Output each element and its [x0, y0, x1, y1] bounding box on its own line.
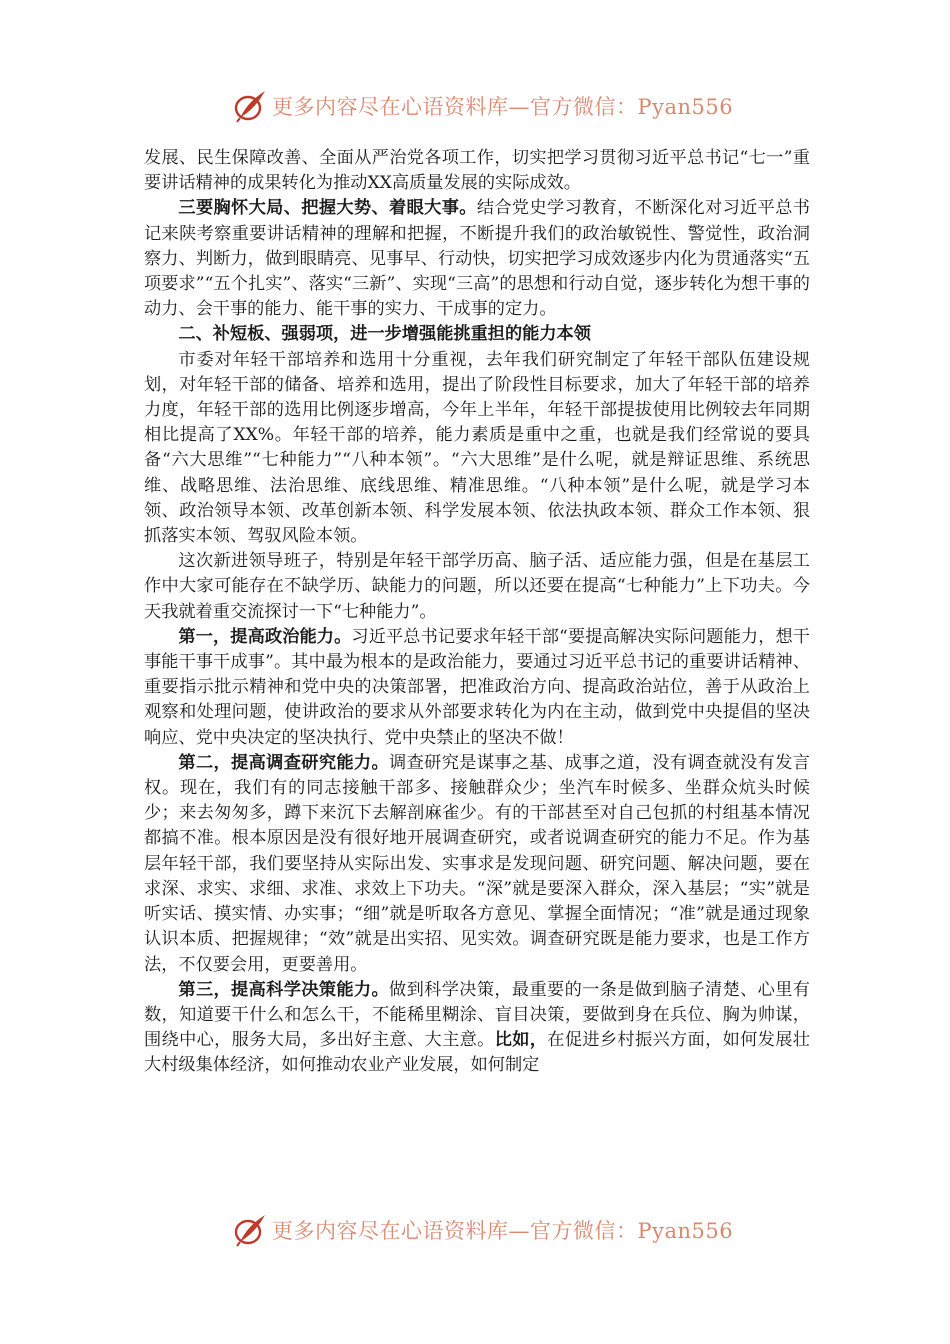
paragraph: 第二，提高调查研究能力。调查研究是谋事之基、成事之道，没有调查就没有发言权。现在，我们有的同志接触干部多、接触群众少；坐汽车时候多、坐群众炕头时候少；来去匆匆多，蹲下来沉下去解剖麻雀少。有的干部甚至对自己包抓的村组基本情况都搞不准。根本原因是没有很好地开展调查研究，或者说调查研究的能力不足。作为基层年轻干部，我们要坚持从实际出发、实事求是发现问题、研究问题、解决问题，要在求深、求实、求细、求准、求效上下功夫。“深”就是要深入群众，深入基层；“实”就是听实话、摸实情、办实事；“细”就是听取各方意见、掌握全面情况；“准”就是通过现象认识本质、把握规律；“效”就是出实招、见实效。调查研究既是能力要求，也是工作方法，不仅要会用，更要善用。: [144, 752, 810, 975]
paragraph-lead: 三要胸怀大局、把握大势、着眼大事。: [178, 198, 477, 219]
paragraph: 市委对年轻干部培养和选用十分重视，去年我们研究制定了年轻干部队伍建设规划，对年轻干部的储备、培养和选用，提出了阶段性目标要求，加大了年轻干部的培养力度，年轻干部的选用比例逐步增高，今年上半年，年轻干部提拔使用比例较去年同期相比提高了XX%。年轻干部的培养，能力素质是重中之重，也就是我们经常说的要具备“六大思维”“七种能力”“八种本领”。“六大思维”是什么呢，就是辩证思维、系统思维、战略思维、法治思维、底线思维、精准思维。“八种本领”是什么呢，就是学习本领、政治领导本领、改革创新本领、科学发展本领、依法执政本领、群众工作本领、狠抓落实本领、驾驭风险本领。: [144, 349, 810, 547]
inline-bold: 比如，: [494, 1030, 548, 1051]
watermark-text: 更多内容尽在心语资料库—官方微信：Pyan556: [272, 1219, 734, 1243]
paragraph-lead: 第三，提高科学决策能力。: [178, 979, 390, 1000]
quill-logo-icon: [232, 88, 268, 124]
section-heading: 二、补短板、强弱项，进一步增强能挑重担的能力本领: [178, 324, 591, 345]
paragraph: 第三，提高科学决策能力。做到科学决策，最重要的一条是做到脑子清楚、心里有数，知道要干什么和怎么干，不能稀里糊涂、盲目决策，要做到身在兵位、胸为帅谋，围绕中心，服务大局，多出好主意、大主意。比如，在促进乡村振兴方面，如何发展壮大村级集体经济，如何推动农业产业发展，如何制定: [144, 979, 810, 1076]
paragraph: 这次新进领导班子，特别是年轻干部学历高、脑子活、适应能力强，但是在基层工作中大家可能存在不缺学历、缺能力的问题，所以还要在提高“七种能力”上下功夫。今天我就着重交流探讨一下“七种能力”。: [144, 551, 810, 622]
watermark-text: 更多内容尽在心语资料库—官方微信：Pyan556: [272, 95, 734, 119]
watermark-bottom: [232, 1210, 733, 1250]
paragraph-lead: 第一，提高政治能力。: [178, 626, 352, 647]
watermark-top: [232, 86, 733, 126]
paragraph: 第一，提高政治能力。习近平总书记要求年轻干部“要提高解决实际问题能力，想干事能干事干成事”。其中最为根本的是政治能力，要通过习近平总书记的重要讲话精神、重要指示批示精神和党中央的决策部署，把准政治方向、提高政治站位，善于从政治上观察和处理问题，使讲政治的要求从外部要求转化为内在主动，做到党中央提倡的坚决响应、党中央决定的坚决执行、党中央禁止的坚决不做！: [144, 626, 810, 748]
paragraph: 发展、民生保障改善、全面从严治党各项工作，切实把学习贯彻习近平总书记“七一”重要讲话精神的成果转化为推动XX高质量发展的实际成效。: [144, 148, 810, 194]
paragraph: 三要胸怀大局、把握大势、着眼大事。结合党史学习教育，不断深化对习近平总书记来陕考察重要讲话精神的理解和把握，不断提升我们的政治敏锐性、警觉性，政治洞察力、判断力，做到眼睛亮、见事早、行动快，切实把学习成效逐步内化为贯通落实“五项要求”“五个扎实”、落实“三新”、实现“三高”的思想和行动自觉，逐步转化为想干事的动力、会干事的能力、能干事的实力、干成事的定力。: [144, 198, 810, 320]
document-body: [144, 146, 810, 1079]
quill-logo-icon: [232, 1212, 268, 1248]
paragraph-lead: 第二，提高调查研究能力。: [178, 752, 390, 773]
